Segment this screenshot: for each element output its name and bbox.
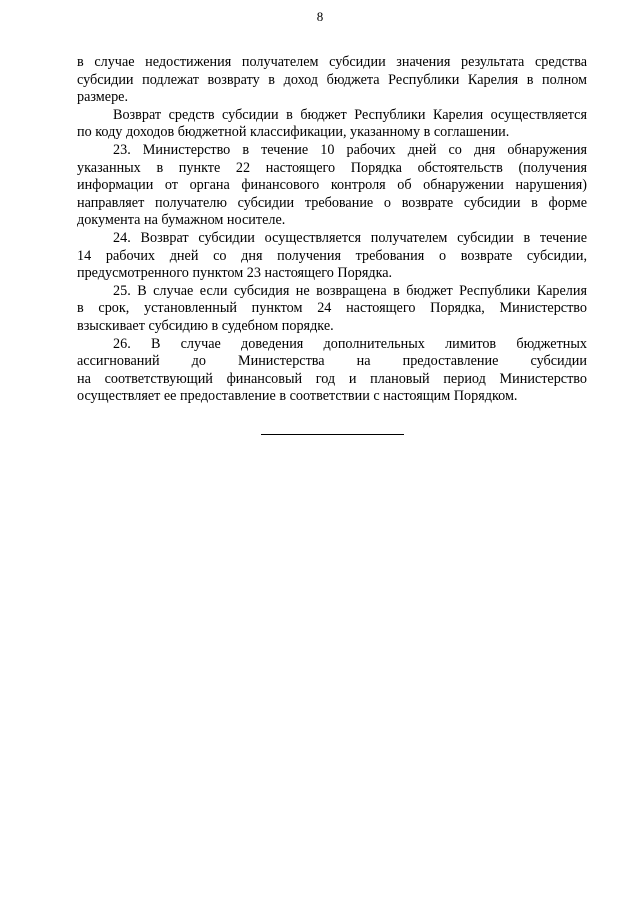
text-line: Возврат средств субсидии в бюджет Республики Карелия осуществляется — [113, 106, 587, 123]
paragraph-item-23 — [77, 142, 587, 230]
text-line: 14 рабочих дней со дня получения требования о возврате субсидии, — [77, 247, 587, 264]
text-line: 25. В случае если субсидия не возвращена в бюджет Республики Карелия — [113, 282, 587, 299]
text-line: документа на бумажном носителе. — [77, 212, 286, 229]
text-line: 23. Министерство в течение 10 рабочих дней со дня обнаружения — [113, 141, 587, 158]
text-line: указанных в пункте 22 настоящего Порядка обстоятельств (получения — [77, 159, 587, 176]
end-separator-line — [261, 434, 404, 435]
text-line: направляет получателю субсидии требование о возврате субсидии в форме — [77, 194, 587, 211]
document-body — [77, 54, 587, 406]
text-line: в срок, установленный пунктом 24 настоящего Порядка, Министерство — [77, 300, 587, 317]
paragraph-item-25 — [77, 283, 587, 336]
paragraph-item-26 — [77, 336, 587, 406]
paragraph-item-24 — [77, 230, 587, 283]
text-line: 26. В случае доведения дополнительных лимитов бюджетных — [113, 335, 587, 352]
text-line: взыскивает субсидию в судебном порядке. — [77, 317, 334, 334]
text-line: размере. — [77, 89, 129, 106]
paragraph-continuation — [77, 54, 587, 107]
paragraph-refund-code — [77, 107, 587, 142]
text-line: ассигнований до Министерства на предоставление субсидии — [77, 353, 587, 370]
page-number: 8 — [316, 9, 324, 24]
text-line: субсидии подлежат возврату в доход бюджета Республики Карелия в полном — [77, 71, 587, 88]
text-line: предусмотренного пунктом 23 настоящего Порядка. — [77, 265, 393, 282]
text-line: информации от органа финансового контроля об обнаружении нарушения) — [77, 177, 587, 194]
text-line: 24. Возврат субсидии осуществляется получателем субсидии в течение — [113, 229, 587, 246]
text-line: в случае недостижения получателем субсидии значения результата средства — [77, 54, 587, 70]
text-line: на соответствующий финансовый год и плановый период Министерство — [77, 370, 587, 387]
text-line: по коду доходов бюджетной классификации, указанному в соглашении. — [77, 124, 510, 141]
text-line: осуществляет ее предоставление в соответствии с настоящим Порядком. — [77, 388, 518, 405]
